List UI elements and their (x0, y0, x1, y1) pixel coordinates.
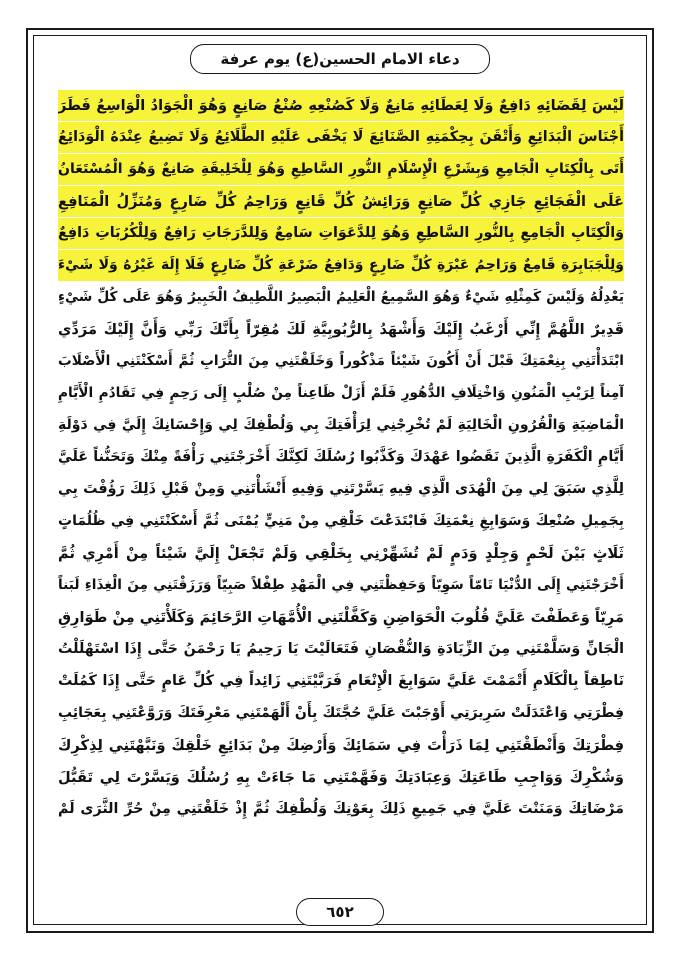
text-line: أَيَّامِ الْكَفَرَةِ الَّذِينَ نَقَضُوا عَهْدَكَ وَكَذَّبُوا رُسُلَكَ لَكِنَّكَ أَخْرَجْتَنِي رَأْفَةً مِنْكَ وَتَحَنُّناً عَلَيَّ (58, 449, 624, 465)
text-line: آمِناً لِرَيْبِ الْمَنُونِ وَاخْتِلَافِ الدُّهُورِ فَلَمْ أَزَلْ ظَاعِناً مِنْ صُلْبٍ إِلَى رَحِمٍ فِي تَقَادُمِ الْأَيَّامِ (58, 385, 624, 401)
text-line: عَلَى الْفَجَائِعِ جَازِي كُلِّ صَانِعٍ وَرَائِشُ كُلِّ قَانِعٍ وَرَاحِمُ كُلِّ ضَارِعٍ وَمُنَزِّلُ الْمَنَافِعِ (58, 186, 624, 217)
text-line: يَعْدِلُهُ وَلَيْسَ كَمِثْلِهِ شَيْءٌ وَهُوَ السَّمِيعُ الْعَلِيمُ الْبَصِيرُ اللَّطِيفُ الْخَبِيرُ وَهُوَ عَلَى كُلِّ شَيْءٍ (58, 289, 624, 305)
text-line: ابْتَدَأْتَنِي بِنِعْمَتِكَ قَبْلَ أَنْ أَكُونَ شَيْئاً مَذْكُوراً وَخَلَقْتَنِي مِنَ التُّرَابِ ثُمَّ أَسْكَنْتَنِي الْأَصْلَابَ (58, 353, 624, 369)
text-line: ثَلَاثٍ بَيْنَ لَحْمٍ وَجِلْدٍ وَدَمٍ لَمْ تُشَهِّرْنِي بِخَلْقِي وَلَمْ تَجْعَلْ إِلَيَّ شَيْئاً مِنْ أَمْرِي ثُمَّ (58, 545, 624, 562)
supplication-text-body (58, 90, 624, 826)
text-line: مَرْضَاتِكَ وَمَنَنْتَ عَلَيَّ فِي جَمِيعِ ذَلِكَ بِعَوْنِكَ وَلُطْفِكَ ثُمَّ إِذْ خَلَقْتَنِي مِنْ حُرِّ الثَّرَى لَمْ (58, 801, 624, 817)
text-line: نَاطِقاً بِالْكَلَامِ أَتْمَمْتَ عَلَيَّ سَوَابِغَ الْإِنْعَامِ فَرَبَّيْتَنِي زَائِداً فِي كُلِّ عَامٍ حَتَّى إِذَا كَمُلَتْ (58, 673, 624, 689)
text-line: وَشُكْرِكَ وَوَاجِبِ طَاعَتِكَ وَعِبَادَتِكَ وَفَهَّمْتَنِي مَا جَاءَتْ بِهِ رُسُلُكَ وَيَسَّرْتَ لِي تَقَبُّلَ (58, 769, 624, 786)
text-line: مَرِيّاً وَعَطَفْتَ عَلَيَّ قُلُوبَ الْحَوَاضِنِ وَكَفَّلْتَنِي الْأُمَّهَاتِ الرَّحَائِمَ وَكَلَأْتَنِي مِنْ طَوَارِقِ (58, 609, 624, 626)
text-line: الْجَانِّ وَسَلَّمْتَنِي مِنَ الزِّيَادَةِ وَالنُّقْصَانِ فَتَعَالَيْتَ يَا رَحِيمُ يَا رَحْمَنُ حَتَّى إِذَا اسْتَهْلَلْتُ (58, 641, 624, 657)
page-number: ٦٥٢ (296, 898, 384, 926)
text-line: أَتَى بِالْكِتَابِ الْجَامِعِ وَبِشَرْعِ الْإِسْلَامِ النُّورِ السَّاطِعِ وَهُوَ لِلْخَلِيقَةِ صَانِعٌ وَهُوَ الْمُسْتَعَانُ (58, 154, 624, 185)
text-line: لَيْسَ لِقَضَائِهِ دَافِعٌ وَلَا لِعَطَائِهِ مَانِعٌ وَلَا كَصُنْعِهِ صُنْعُ صَانِعٍ وَهُوَ الْجَوَادُ الْوَاسِعُ فَطَرَ (58, 90, 624, 121)
text-line: فِطْرَتِي وَاعْتَدَلَتْ سَرِيرَتِي أَوْجَبْتَ عَلَيَّ حُجَّتَكَ بِأَنْ أَلْهَمْتَنِي مَعْرِفَتَكَ وَرَوَّعْتَنِي بِعَجَائِبِ (58, 705, 624, 721)
text-line: لِلَّذِي سَبَقَ لِي مِنَ الْهُدَى الَّذِي فِيهِ يَسَّرْتَنِي وَفِيهِ أَنْشَأْتَنِي وَمِنْ قَبْلِ ذَلِكَ رَؤُفْتَ بِي (58, 481, 624, 497)
text-line: الْمَاضِيَةِ وَالْقُرُونِ الْخَالِيَةِ لَمْ تُخْرِجْنِي لِرَأْفَتِكَ بِي وَلُطْفِكَ لِي وَإِحْسَانِكَ إِلَيَّ فِي دَوْلَةِ (58, 417, 624, 433)
text-line: أَخْرَجْتَنِي إِلَى الدُّنْيَا تَامّاً سَوِيّاً وَحَفِظْتَنِي فِي الْمَهْدِ طِفْلاً صَبِيّاً وَرَزَقْتَنِي مِنَ الْغِذَاءِ لَبَناً (58, 577, 624, 593)
text-line: فِطْرَتِكَ وَأَنْطَقْتَنِي لِمَا ذَرَأْتَ فِي سَمَائِكَ وَأَرْضِكَ مِنْ بَدَائِعِ خَلْقِكَ وَنَبَّهْتَنِي لِذِكْرِكَ (58, 737, 624, 754)
text-line: قَدِيرٌ اللَّهُمَّ إِنِّي أَرْغَبُ إِلَيْكَ وَأَشْهَدُ بِالرُّبُوبِيَّةِ لَكَ مُقِرّاً بِأَنَّكَ رَبِّي وَأَنَّ إِلَيْكَ مَرَدِّي (58, 321, 624, 338)
text-line: بِجَمِيلِ صُنْعِكَ وَسَوَابِغِ نِعْمَتِكَ فَابْتَدَعْتَ خَلْقِي مِنْ مَنِيٍّ يُمْنَى ثُمَّ أَسْكَنْتَنِي فِي ظُلُمَاتٍ (58, 513, 624, 529)
text-line: وَلِلْجَبَابِرَةِ قَامِعٌ وَرَاحِمُ عَبْرَةِ كُلِّ ضَارِعٍ وَدَافِعُ ضَرْعَةِ كُلِّ ضَارِعٍ فَلَا إِلَهَ غَيْرُهُ وَلَا شَيْءَ (58, 250, 624, 281)
text-line: وَالْكِتَابِ الْجَامِعِ بِالنُّورِ السَّاطِعِ وَهُوَ لِلدَّعَوَاتِ سَامِعٌ وَلِلدَّرَجَاتِ رَافِعٌ وَلِلْكُرُبَاتِ دَافِعٌ (58, 218, 624, 249)
page-header-title: دعاء الامام الحسين(ع) يوم عرفة (190, 44, 490, 74)
text-line: أَجْنَاسَ الْبَدَائِعِ وَأَتْقَنَ بِحِكْمَتِهِ الصَّنَائِعَ لَا يَخْفَى عَلَيْهِ الطَّلَائِعُ وَلَا تَضِيعُ عِنْدَهُ الْوَدَائِعُ (58, 122, 624, 153)
